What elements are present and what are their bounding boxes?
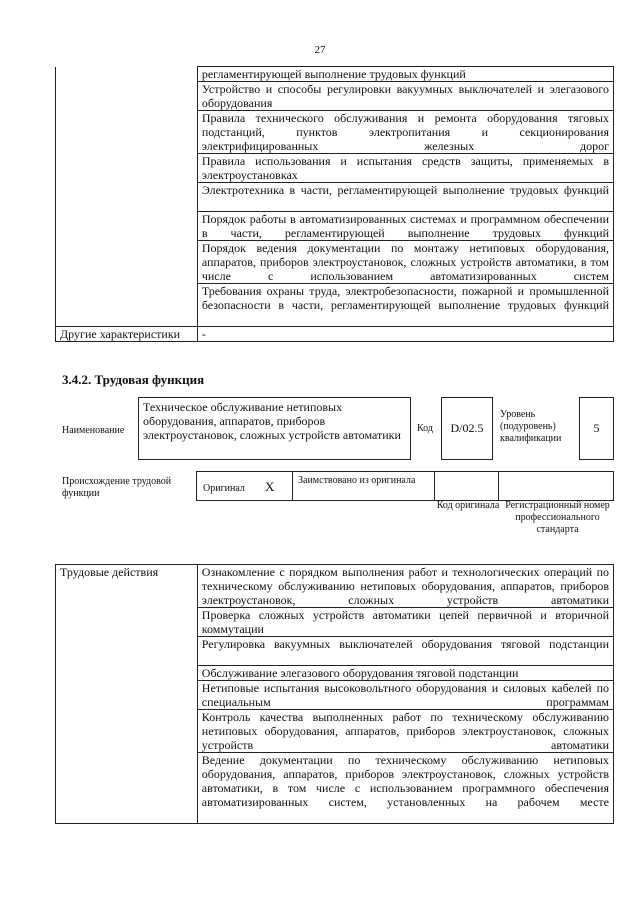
cell-text: Устройство и способы регулировки вакуумных выключателей и элегазового оборудования: [201, 82, 609, 110]
section-title: 3.4.2. Трудовая функция: [62, 372, 205, 387]
table-cell: [56, 111, 198, 154]
code-box: [441, 397, 493, 460]
name-label: Наименование: [62, 425, 125, 436]
knowledge-table: [55, 66, 614, 342]
page-number: 27: [314, 44, 326, 56]
table-row: [56, 565, 614, 608]
table-cell: Другие характеристики: [56, 327, 198, 342]
divider: [498, 472, 499, 500]
table-cell: [56, 284, 198, 327]
table-cell: Требования охраны труда, электробезопасности, пожарной и промышленной безопасности в части, регламентирующей выполнение трудовых функций: [197, 284, 613, 327]
origin-label: Происхождение трудовой функции: [62, 476, 172, 499]
table-row: [56, 67, 614, 82]
table-cell: Правила технического обслуживания и ремонта оборудования тяговых подстанций, пунктов электропитания и секционирования электрифицированных железных дорог: [197, 111, 613, 154]
table-row: [56, 327, 614, 342]
divider: [292, 472, 293, 500]
actions-table: [55, 564, 614, 824]
level-box: [579, 397, 614, 460]
table-cell: Правила использования и испытания средств защиты, применяемых в электроустановках: [197, 154, 613, 183]
table-cell: регламентирующей выполнение трудовых функций: [197, 67, 613, 82]
table-cell: [56, 67, 198, 82]
level-value: 5: [593, 421, 600, 435]
table-cell: [56, 183, 198, 212]
table-cell: Ведение документации по техническому обслуживанию нетиповых оборудования, аппаратов, приборов электроустановок, сложных устройств автоматики, в том числе с использованием программного обеспечения автоматизированных систем, установленных на рабочем месте: [197, 753, 613, 824]
code-label: Код: [417, 423, 433, 434]
code-original-label: Код оригинала: [436, 500, 500, 511]
table-cell: [56, 241, 198, 284]
function-name-box: [138, 397, 411, 460]
table-cell: -: [197, 327, 613, 342]
table-cell: Электротехника в части, регламентирующей выполнение трудовых функций: [197, 183, 613, 212]
table-cell: Ознакомление с порядком выполнения работ и технологических операций по техническому обслуживанию нетиповых оборудования, аппаратов, приборов электроустановок, сложных устройств автоматики: [197, 565, 613, 608]
table-cell: Нетиповые испытания высоковольтного оборудования и силовых кабелей по специальным программам: [197, 681, 613, 710]
table-cell: Порядок ведения документации по монтажу нетиповых оборудования, аппаратов, приборов электроустановок, сложных устройств автоматики, в том числе с использованием автоматизированных систем: [197, 241, 613, 284]
table-row: [56, 111, 614, 154]
table-cell: [56, 82, 198, 111]
original-label: Оригинал: [203, 483, 245, 494]
origin-box: [196, 471, 614, 501]
original-mark: X: [265, 479, 275, 494]
actions-label: Трудовые действия: [56, 565, 198, 824]
table-row: [56, 183, 614, 212]
table-cell: [56, 154, 198, 183]
level-label: Уровень (подуровень) квалификации: [500, 409, 562, 444]
divider: [434, 472, 435, 500]
reg-number-label: Регистрационный номер профессионального стандарта: [505, 500, 610, 535]
table-cell: Регулировка вакуумных выключателей оборудования тяговой подстанции: [197, 637, 613, 666]
table-cell: Проверка сложных устройств автоматики цепей первичной и вторичной коммутации: [197, 608, 613, 637]
table-row: [56, 154, 614, 183]
table-cell: Обслуживание элегазового оборудования тяговой подстанции: [197, 666, 613, 681]
table-row: [56, 82, 614, 111]
table-cell: Контроль качества выполненных работ по техническому обслуживанию нетиповых оборудования, аппаратов, приборов электроустановок, сложных устройств автоматики: [197, 710, 613, 753]
table-cell: [197, 82, 613, 111]
table-cell: [56, 212, 198, 241]
code-value: D/02.5: [450, 421, 484, 435]
table-row: [56, 241, 614, 284]
table-cell: Порядок работы в автоматизированных системах и программном обеспечении в части, регламентирующей выполнение трудовых функций: [197, 212, 613, 241]
function-name: Техническое обслуживание нетиповых оборудования, аппаратов, приборов электроустановок, сложных устройств автоматики: [143, 400, 401, 442]
table-row: [56, 212, 614, 241]
borrowed-label: Заимствовано из оригинала: [298, 475, 416, 486]
table-row: [56, 284, 614, 327]
